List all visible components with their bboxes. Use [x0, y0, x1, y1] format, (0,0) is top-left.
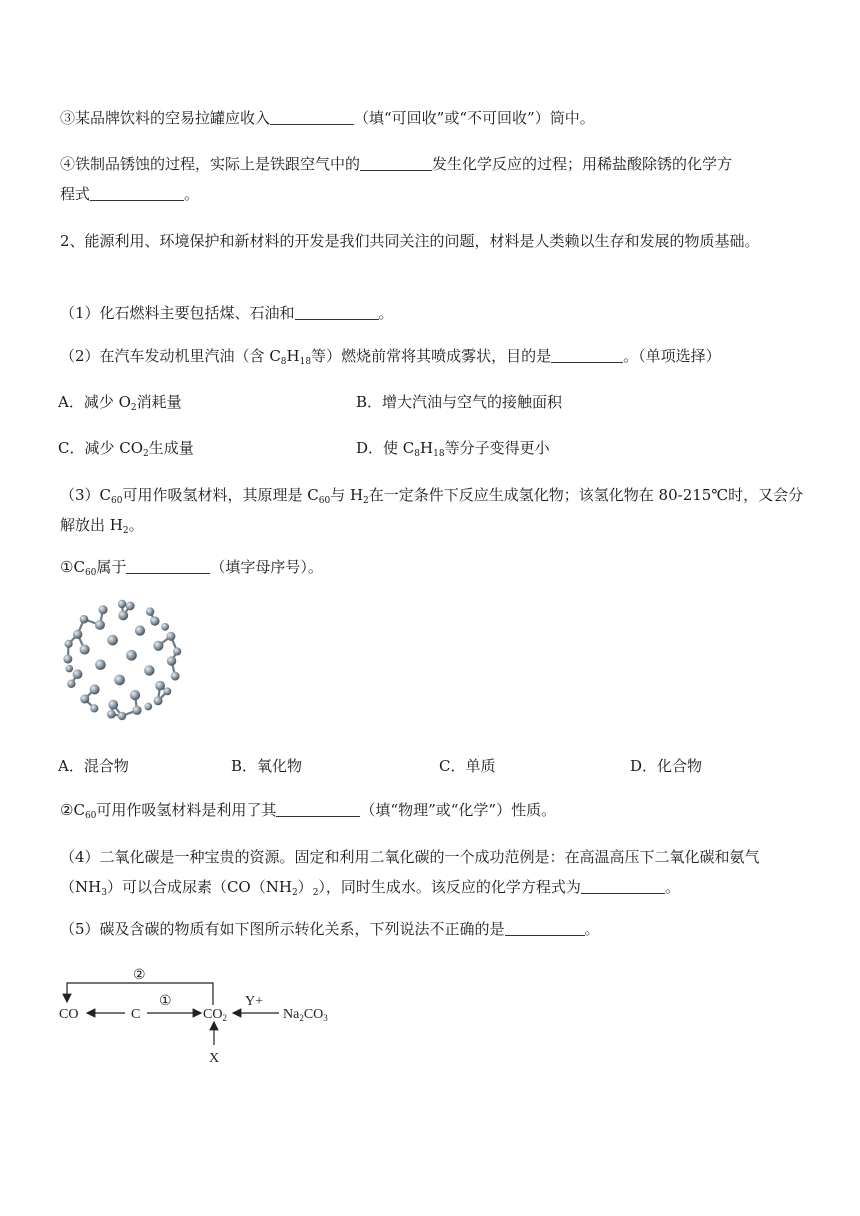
- q2-sub2: （2）在汽车发动机里汽油（含 $C_8H_{18}$等）燃烧前常将其喷成雾状，目的是 。（单项选择）: [60, 347, 721, 367]
- option-c-element[interactable]: C．单质: [439, 757, 496, 775]
- option-d-compound[interactable]: D．化合物: [630, 757, 703, 775]
- answer-blank[interactable]: [90, 186, 184, 201]
- q2-intro: 2、能源利用、环境保护和新材料的开发是我们共同关注的问题，材料是人类赖以生存和发展的物质基础。: [60, 232, 760, 250]
- q1-item3: ③某品牌饮料的空易拉罐应收入 （填“可回收”或“不可回收”）筒中。: [60, 109, 595, 127]
- option-b-oxide[interactable]: B．氧化物: [231, 757, 303, 775]
- label-c: C: [131, 1007, 141, 1022]
- option-a[interactable]: A．减少 $O_2$消耗量: [58, 393, 182, 413]
- fullerene-c60-image: [58, 596, 186, 724]
- answer-blank[interactable]: [505, 921, 585, 936]
- label-co: CO: [59, 1007, 79, 1022]
- label-na2co3: $Na_2CO_3$: [283, 1007, 328, 1023]
- q2-sub3: $(3)C_{60}$可用作吸氢材料，其原理是 $C_{60}$与 $H_2$在一定条件下反应生成氢化物；该氢化物在 80-215℃时，又会分解放出 $H_2$。: [60, 486, 804, 536]
- answer-blank[interactable]: [270, 110, 354, 125]
- q2-sub3-q1: $①C_{60}$属于 （填字母序号）。: [60, 558, 323, 578]
- answer-blank[interactable]: [551, 348, 623, 363]
- label-circle-1: ①: [159, 994, 172, 1009]
- answer-blank[interactable]: [360, 156, 432, 171]
- arrow-2: [67, 983, 213, 1005]
- answer-blank[interactable]: [276, 802, 360, 817]
- option-b[interactable]: B．增大汽油与空气的接触面积: [356, 393, 563, 411]
- answer-blank[interactable]: [126, 559, 210, 574]
- label-x: X: [209, 1051, 220, 1066]
- label-y: Y+: [245, 994, 264, 1009]
- option-c[interactable]: C．减少 $CO_2$生成量: [58, 439, 194, 459]
- q1-item4-cont: 程式 。: [60, 185, 200, 203]
- label-co2: $CO_2$: [203, 1007, 227, 1023]
- q2-sub3-q2: $②C_{60}$可用作吸氢材料是利用了其 （填“物理”或“化学”）性质。: [60, 801, 557, 821]
- answer-blank[interactable]: [295, 305, 379, 320]
- q2-sub5: （5）碳及含碳的物质有如下图所示转化关系，下列说法不正确的是 。: [60, 920, 600, 938]
- label-circle-2: ②: [133, 968, 146, 983]
- q2-sub4: （4）二氧化碳是一种宝贵的资源。固定和利用二氧化碳的一个成功范例是：在高温高压下二氧化碳和氨气$(NH_3)$可以合成尿素$(CO(NH_2)_2)$，同时生成水。该反应的化学方程式为 。: [60, 848, 760, 898]
- option-d[interactable]: D．使 $C_8H_{18}$等分子变得更小: [356, 439, 550, 459]
- carbon-conversion-diagram: [55, 965, 345, 1070]
- q1-item4: ④铁制品锈蚀的过程，实际上是铁跟空气中的 发生化学反应的过程；用稀盐酸除锈的化学方: [60, 155, 733, 173]
- q2-sub1: （1）化石燃料主要包括煤、石油和 。: [60, 304, 394, 322]
- answer-blank[interactable]: [581, 879, 665, 894]
- option-a-mixture[interactable]: A．混合物: [58, 757, 129, 775]
